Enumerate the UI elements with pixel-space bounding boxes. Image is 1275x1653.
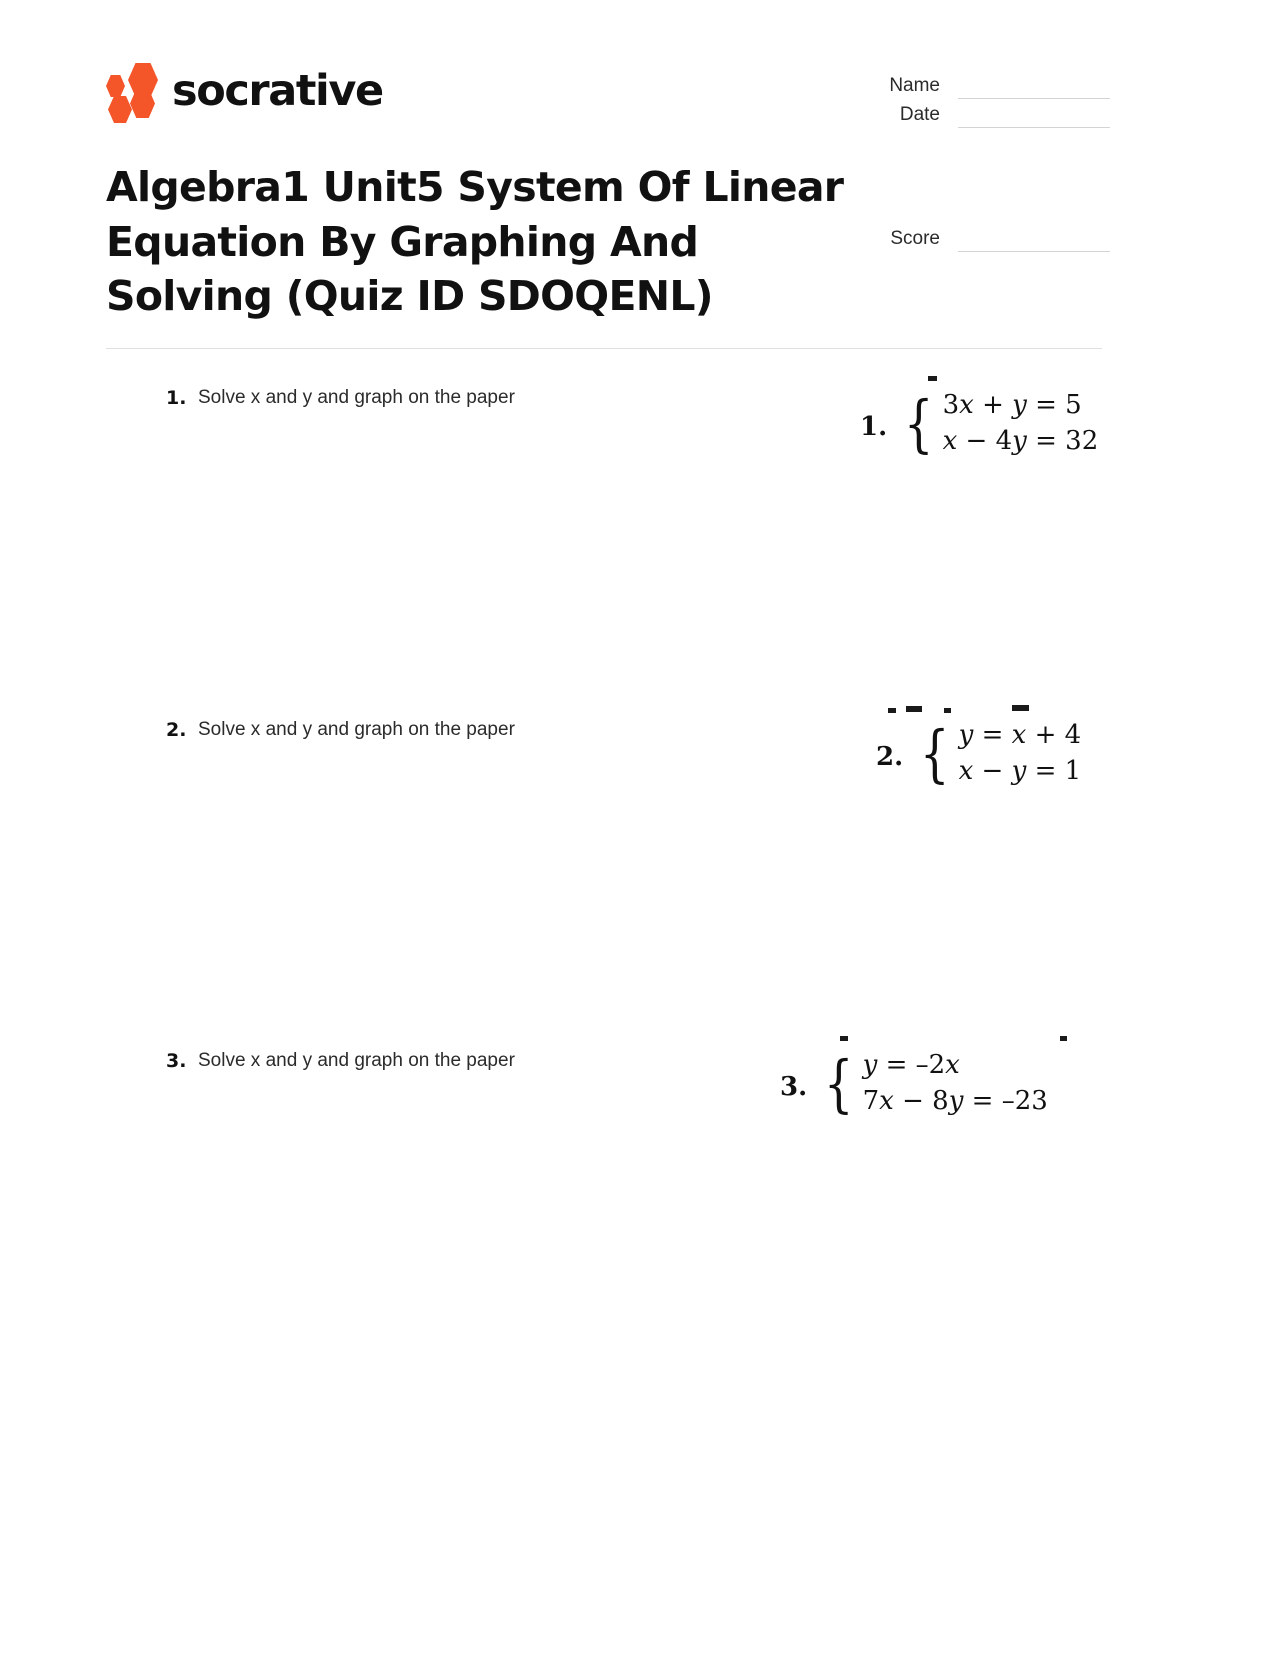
question-2-equation-image	[876, 700, 1092, 810]
socrative-hexagon-logo-icon	[106, 63, 158, 119]
equation-line: 7x − 8y = –23	[862, 1085, 1048, 1116]
name-field[interactable]	[868, 76, 1110, 99]
question-prompt: Solve x and y and graph on the paper	[198, 1050, 515, 1071]
crop-artifacts	[778, 1030, 1078, 1048]
equation-line: y = x + 4	[958, 720, 1082, 750]
hexagon-bottom-left	[108, 96, 132, 123]
brace-glyph: {	[824, 1046, 854, 1120]
brace-glyph: {	[904, 386, 934, 460]
name-field-label: Name	[889, 75, 940, 96]
date-field-line[interactable]	[958, 127, 1110, 128]
question-number: 3.	[166, 1050, 187, 1072]
question-3-equation-image	[778, 1030, 1078, 1140]
date-field[interactable]	[868, 105, 1110, 128]
question-prompt: Solve x and y and graph on the paper	[198, 387, 515, 408]
page-title: Algebra1 Unit5 System Of Linear Equation By Graphing And Solving (Quiz ID SDOQENL)	[106, 163, 844, 321]
brand-wordmark: socrative	[172, 65, 383, 116]
score-field[interactable]	[868, 229, 1110, 252]
brace-glyph: {	[920, 716, 950, 790]
equation-label: 3.	[780, 1071, 808, 1102]
score-field-label: Score	[890, 228, 940, 249]
equation-line: 3x + y = 5	[942, 390, 1082, 420]
equation-lines	[943, 388, 1099, 460]
question-prompt: Solve x and y and graph on the paper	[198, 719, 515, 740]
hexagon-small-topleft	[106, 75, 125, 97]
crop-artifacts	[876, 700, 1092, 718]
equation-lines	[959, 718, 1082, 790]
equation-line: y = –2x	[862, 1050, 960, 1080]
brand-logo	[106, 63, 383, 119]
equation-line: x − y = 1	[958, 755, 1082, 786]
equation-lines	[863, 1048, 1048, 1120]
name-field-line[interactable]	[958, 98, 1110, 99]
crop-artifacts	[860, 370, 1090, 388]
question-number: 1.	[166, 387, 187, 409]
equation-label: 1.	[860, 411, 888, 442]
question-number: 2.	[166, 719, 187, 741]
score-field-line[interactable]	[958, 251, 1110, 252]
equation-label: 2.	[876, 741, 904, 772]
equation-line: x − 4y = 32	[942, 425, 1099, 456]
date-field-label: Date	[899, 104, 940, 125]
header-divider	[106, 348, 1102, 349]
question-1-equation-image	[860, 370, 1099, 480]
